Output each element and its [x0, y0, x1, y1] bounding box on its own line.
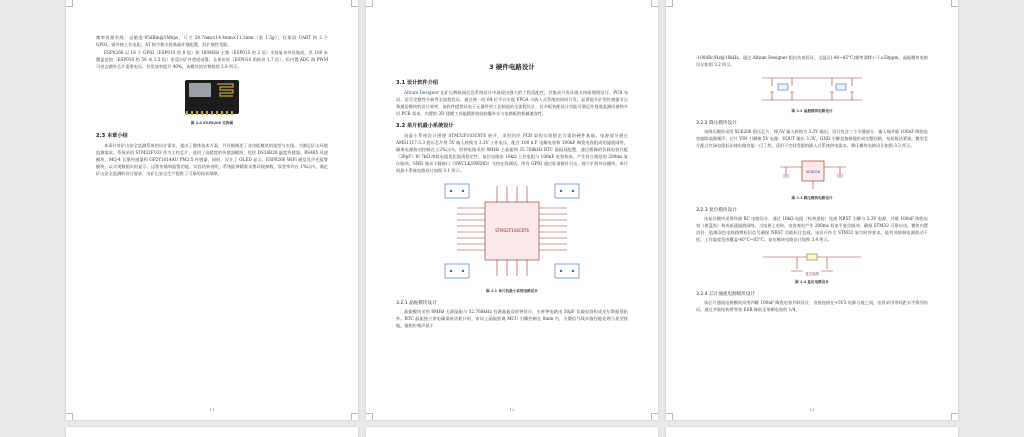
- next-page-edge: [66, 427, 358, 437]
- mcu-minimum-system-schematic: [437, 178, 587, 286]
- figure-caption: 图 3.1 单片机最小系统电路设计: [486, 289, 538, 293]
- page-corner-mark: [351, 413, 358, 420]
- chip-label: STM32F103C8T6: [495, 228, 529, 233]
- term-highlight: Altium Designer: [404, 90, 439, 95]
- paragraph: 该降压模块采用 XC6206 稳压芯片，将 5V 输入转换为 3.3V 输出，设计包含三个关键部分：输入端并联 100nF 陶瓷电容滤除高频噪声；芯片 VIN 引脚接 5V 电源，VOUT 输出 3.3V，GND 引脚直接接地形成完整回路，布局简洁紧凑，微型芯片配合红绿电阻标识使电路功能一目了然，适用于空间受限的嵌入式系统供电需求。降压模块电路设计如图 3.3 所示。: [696, 129, 928, 148]
- page-corner-mark: [666, 0, 673, 7]
- paragraph: 本章针对矿山安全监测系统的设计需求，提出了整体技术方案，并详细阐述了各功能模块的选型与实现。为满足矿山环境监测需求，系统采用 STM32F103 作为主控芯片，选用了高精度的传感器模块，包括 DS18B20 温度传感器、RS485 风速模块、MQ-4 瓦斯传感器和 GP2Y1014AU PM2.5 传感器，同时，设计了 OLED 显示、ESP8266 WiFi 通信及声光报警模块，以实现数据实时显示、远程传输和报警功能。实验结果表明，系统能够精准采集环境参数，误差率均在 1%以内，满足矿山安全监测的设计要求，为矿山安全生产提供了可靠的技术保障。: [96, 143, 328, 176]
- document-page-13: [666, 0, 958, 420]
- paragraph: 频率资源有线：灵敏度-95dBm@1Mbps，尺寸 24.7mm×14.4mm×11.2mm（重 1.5g），仅保留 UART 和 2 个 GPIO，需外接上拉电阻，AT 指令数支持基础环境配置，但扩展性受限。: [96, 35, 328, 47]
- page-corner-mark: [366, 0, 373, 7]
- chapter-title: 3 硬件电路设计: [489, 63, 535, 71]
- subsection-heading: 3.2.2 降压模块设计: [696, 121, 737, 126]
- page-number: 11: [209, 407, 215, 412]
- subsection-heading: 3.2.4 芯片通流电源模块设计: [696, 292, 756, 297]
- paragraph: 晶振模块采用 8MHz 无源晶振与 32.768kHz 有源晶振双时钟设计，主时钟电路由 30pF 负载电容构成皮尔斯振荡拓扑。RTC 晶振独立供电确保低功耗计时，布局上晶振距离 MCU 引脚控制在 8mm 内，关键信号线实施包地处理与星型接地，使相位噪声低于: [396, 309, 628, 328]
- page-corner-mark: [666, 413, 673, 420]
- section-heading: 3.1 设计软件介绍: [396, 80, 439, 86]
- reset-circuit-schematic: [757, 247, 867, 277]
- paragraph: ESP8266 以 16 个 GPIO（ESP01S 的 8 倍）和 160MHz 主频（ESP01S 的 2 倍）支持复杂外设集成，其 100 米覆盖范围（ESP01S 的 50 米 1.5 倍）更适应矿井巷道部署，且单价低（ESP01S 的低价 1.7 倍），但内置 ADC 和 PWM 可省去额外芯片需要电压，并发效率提升 40%，该模块的实物如图 2.8 所示。: [96, 50, 328, 69]
- page-corner-mark: [951, 413, 958, 420]
- paragraph: 该芯片通流电源模块采用四颗 100nF 陶瓷电容并联设计，直接连接在+3V3 电源与地之间，电容采用等间距水平排列布局，通过并联结构将等效 ESR 降低至单颗电容的 1/4，: [696, 300, 928, 312]
- document-page-11: [66, 0, 358, 420]
- page-corner-mark: [351, 0, 358, 7]
- document-page-12: [366, 0, 658, 420]
- page-corner-mark: [651, 0, 658, 7]
- section-heading: 2.3 本章小结: [96, 133, 128, 139]
- chip-label: XC6206: [806, 170, 820, 174]
- subsection-heading: 3.2.1 晶振模块设计: [396, 301, 437, 306]
- page-corner-mark: [651, 413, 658, 420]
- page-corner-mark: [66, 413, 73, 420]
- next-page-edge: [666, 427, 958, 437]
- crystal-oscillator-schematic: [752, 72, 872, 106]
- paragraph: 在矿山物联网信息系统设计中展现出强大的工程适配性，其集成开发环境支持原理图设计、PCB 布局、信号完整性分析等全流程验证，通过统一的 64 位平台实现 FPGA 与嵌入式系统的协同开发，显著提升矿用传感器节点和通信模块的设计效率，该软件提供从电子元器件到工艺制造的全流程设计，其多板装配设计功能可满足井巷道监测设备的多层 PCB 需求，内置的 3D 建模工具能精准校验防爆外壳与电路板的机械兼容性。: [396, 90, 629, 116]
- circuit-label: 复位电路: [805, 272, 819, 276]
- page-number: 12: [509, 407, 515, 412]
- regulator-schematic: [772, 153, 852, 193]
- section-heading: 3.2 单片机最小系统设计: [396, 123, 454, 129]
- figure-caption: 图 3.3 降压模块电路设计: [791, 196, 833, 200]
- page-corner-mark: [951, 0, 958, 7]
- page-corner-mark: [366, 413, 373, 420]
- next-page-edge: [366, 427, 658, 437]
- paragraph: 该最小系统设计围绕 STM32F103C8T6 展开，采用四层 PCB 架构实现稳定可靠的硬件基础。电源部分通过 AMS1117-3.3 稳压芯片将 5V 输入转换为 3.3V 工作电压，配合 100 n F 电解电容和 100nF 陶瓷电容组成的滤波网络，确保电源波动控制在土2%以内。时钟电路采用 8MHz 主晶振和 32.768kHz RTC 晶振双配置，通过精确的负载电容匹配（30pF）和 7kΩ 串联电阻优化振荡稳定性，复位电路由 10kΩ 上拉电阻与 100nF 电容构成，产生符合规范的 200ms 复位脉冲。SWD 烧录下载接口（SWCLK/SWDIO）支持在线调试。所有 GPIO 通过标准排针引出，便于扩展外设模块。单片机最小系统电路设计如图 3.1 所示。: [396, 133, 628, 173]
- paragraph: 该复位模块采用经典 RC 电路设计，通过 10kΩ 电阻（标黄黑棕）连接 NRST 引脚与 3.3V 电源，并联 100nF 陶瓷电容（黄蓝黑）构成低通滤波网络。当电源上电时，电容充电产生 200ms 低电平复位脉冲，确保 STM32 可靠启动。模块内置消抖，监测双色电线路增标识信号确保 NRST 功能标注直观，该设计符合 STM32 复位时序要求，能有效抑制电源波动干扰，工作温度范围覆盖-40°C~85°C。复位模块电路设计如图 3.4 所示。: [696, 216, 928, 242]
- page-corner-mark: [66, 0, 73, 7]
- subsection-heading: 3.2.3 复位模块设计: [696, 208, 737, 213]
- figure-caption: 图 2.8 ESP8266 实物图: [190, 121, 234, 125]
- page-number: 13: [809, 407, 815, 412]
- paragraph: -100dBc/Hz@10kHz。通过 Altium Designer 阻抗仿真验证，全温区(-40~85°C)频率漂移小于±50ppm。晶振模块电路设计如图 3.2 所示。: [696, 55, 928, 67]
- esp8266-module-image: [177, 76, 247, 118]
- figure-caption: 图 3.2 晶振模块电路设计: [791, 109, 833, 113]
- figure-caption: 图 3.4 复位电路设计: [795, 280, 829, 284]
